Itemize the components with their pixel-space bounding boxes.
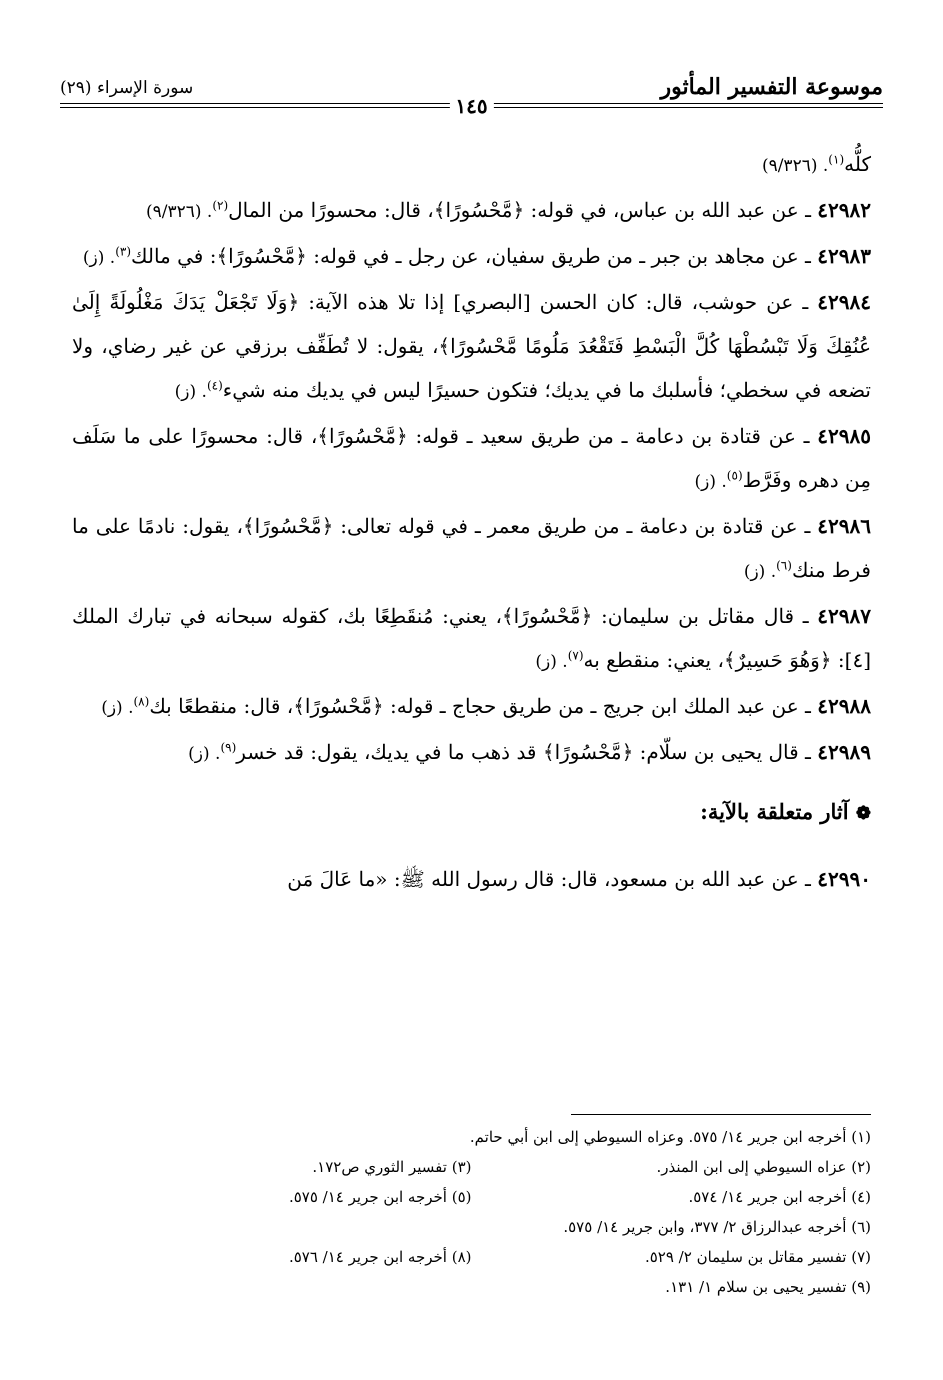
entry-text: ـ قال مقاتل بن سليمان: ﴿مَّحْسُورًا﴾، يعني: مُنقَطِعًا بك، كقوله سبحانه في تبارك الملك [٤]: ﴿وَهُوَ حَسِيرٌ﴾، يعني: منقطع به bbox=[72, 604, 871, 672]
volume-reference: . (ز) bbox=[694, 472, 727, 492]
footnote-row bbox=[72, 1152, 871, 1182]
entry-text: ـ عن حوشب، قال: كان الحسن [البصري] إذا تلا هذه الآية: ﴿وَلَا تَجْعَلْ يَدَكَ مَغْلُولَةً إِلَىٰ عُنُقِكَ وَلَا تَبْسُطْهَا كُلَّ الْبَسْطِ فَتَقْعُدَ مَلُومًا مَّحْسُورًا﴾، يقول: لا تُطَفِّف برزقي عن غير رضاي، ولا تضعه في سخطي؛ فأسلبك ما في يديك؛ فتكون حسيرًا ليس في يديك منه شيء bbox=[72, 290, 871, 402]
entry-number: ٤٢٩٨٧ bbox=[817, 604, 871, 628]
footnote: (٨) أخرجه ابن جرير ١٤/ ٥٧٦. bbox=[288, 1248, 472, 1266]
narration-entry bbox=[72, 234, 871, 280]
entry-number: ٤٢٩٩٠ bbox=[817, 867, 871, 891]
volume-reference: . (ز) bbox=[535, 652, 568, 672]
entry-number: ٤٢٩٨٦ bbox=[817, 514, 871, 538]
book-title: موسوعة التفسير المأثور bbox=[660, 74, 883, 100]
section-heading: ❁ آثار متعلقة بالآية: bbox=[700, 799, 871, 824]
narration-entry bbox=[72, 280, 871, 414]
footnote: (٩) تفسير يحيى بن سلام ١/ ١٣١. bbox=[665, 1278, 871, 1296]
footnote-marker: (١) bbox=[828, 152, 845, 167]
entry-text: ـ عن قتادة بن دعامة ـ من طريق سعيد ـ قوله: ﴿مَّحْسُورًا﴾، قال: محسورًا على ما سَلَف مِن دهره وفَرَّط bbox=[72, 424, 871, 492]
main-text bbox=[72, 142, 871, 901]
footnote: (٦) أخرجه عبدالرزاق ٢/ ٣٧٧، وابن جرير ١٤/ ٥٧٥. bbox=[563, 1218, 871, 1236]
page-number: ١٤٥ bbox=[449, 94, 493, 118]
footnote-marker: (٦) bbox=[776, 558, 792, 573]
footnote-marker: (٥) bbox=[726, 468, 743, 483]
footnote-marker: (٨) bbox=[133, 694, 150, 709]
narration-entry bbox=[72, 414, 871, 504]
footnote-row bbox=[72, 1242, 871, 1272]
entry-number: ٤٢٩٨٣ bbox=[817, 244, 871, 268]
narration-entry bbox=[72, 188, 871, 234]
volume-reference: . (٩/٣٢٦) bbox=[761, 156, 829, 176]
entry-text: ـ قال يحيى بن سلّام: ﴿مَّحْسُورًا﴾ قد ذهب ما في يديك، يقول: قد خسر bbox=[236, 740, 818, 764]
volume-reference: . (٩/٣٢٦) bbox=[145, 202, 213, 222]
footnotes bbox=[72, 1122, 871, 1302]
narration-entry bbox=[72, 857, 871, 901]
page-header bbox=[60, 72, 883, 124]
entry-number: ٤٢٩٨٩ bbox=[817, 740, 871, 764]
footnote: (٤) أخرجه ابن جرير ١٤/ ٥٧٤. bbox=[688, 1188, 871, 1206]
entry-text: ـ عن مجاهد بن جبر ـ من طريق سفيان، عن رجل ـ في قوله: ﴿مَّحْسُورًا﴾: في مالك bbox=[131, 244, 818, 268]
entry-number: ٤٢٩٨٥ bbox=[817, 424, 871, 448]
volume-reference: . (ز) bbox=[82, 248, 116, 268]
footnote: (٣) تفسير الثوري ص١٧٢. bbox=[312, 1158, 472, 1176]
flower-ornament-icon: ❁ bbox=[855, 803, 871, 824]
footnote: (٥) أخرجه ابن جرير ١٤/ ٥٧٥. bbox=[288, 1188, 472, 1206]
narration-entry bbox=[72, 504, 871, 594]
footnote-marker: (٤) bbox=[206, 378, 223, 393]
entry-number: ٤٢٩٨٨ bbox=[817, 694, 871, 718]
footnote: (١) أخرجه ابن جرير ١٤/ ٥٧٥. وعزاه السيوطي إلى ابن أبي حاتم. bbox=[469, 1128, 871, 1146]
entry-text: ـ عن قتادة بن دعامة ـ من طريق معمر ـ في قوله تعالى: ﴿مَّحْسُورًا﴾، يقول: نادمًا على ما فرط منك bbox=[72, 514, 871, 582]
narration-entry bbox=[72, 730, 871, 776]
footnote-marker: (٢) bbox=[212, 198, 229, 213]
narration-entry bbox=[72, 594, 871, 684]
volume-reference: . (ز) bbox=[188, 744, 221, 764]
narration-entry bbox=[72, 684, 871, 730]
volume-reference: . (ز) bbox=[101, 698, 134, 718]
intro-line: كلُّه$^{(١)}$. (٩/٣٢٦) bbox=[761, 152, 871, 176]
footnote: (٢) عزاه السيوطي إلى ابن المنذر. bbox=[656, 1158, 871, 1176]
volume-reference: . (ز) bbox=[743, 562, 777, 582]
footnote-marker: (٩) bbox=[220, 740, 237, 755]
entry-text: ـ عن عبد الله بن عباس، في قوله: ﴿مَّحْسُورًا﴾، قال: محسورًا من المال bbox=[228, 198, 818, 222]
entry-text: ـ عن عبد الله بن مسعود، قال: قال رسول الله ﷺ: «ما عَالَ مَن bbox=[287, 867, 818, 891]
entry-text: ـ عن عبد الملك ابن جريج ـ من طريق حجاج ـ قوله: ﴿مَّحْسُورًا﴾، قال: منقطعًا بك bbox=[149, 694, 818, 718]
volume-reference: . (ز) bbox=[174, 382, 207, 402]
entry-number: ٤٢٩٨٢ bbox=[817, 198, 871, 222]
footnote-marker: (٣) bbox=[115, 244, 132, 259]
footnote-row bbox=[72, 1182, 871, 1212]
entry-number: ٤٢٩٨٤ bbox=[817, 290, 871, 314]
footnote-rule bbox=[571, 1114, 871, 1115]
surah-title: سورة الإسراء (٢٩) bbox=[60, 78, 194, 98]
footnote: (٧) تفسير مقاتل بن سليمان ٢/ ٥٢٩. bbox=[644, 1248, 871, 1266]
footnote-marker: (٧) bbox=[567, 648, 584, 663]
